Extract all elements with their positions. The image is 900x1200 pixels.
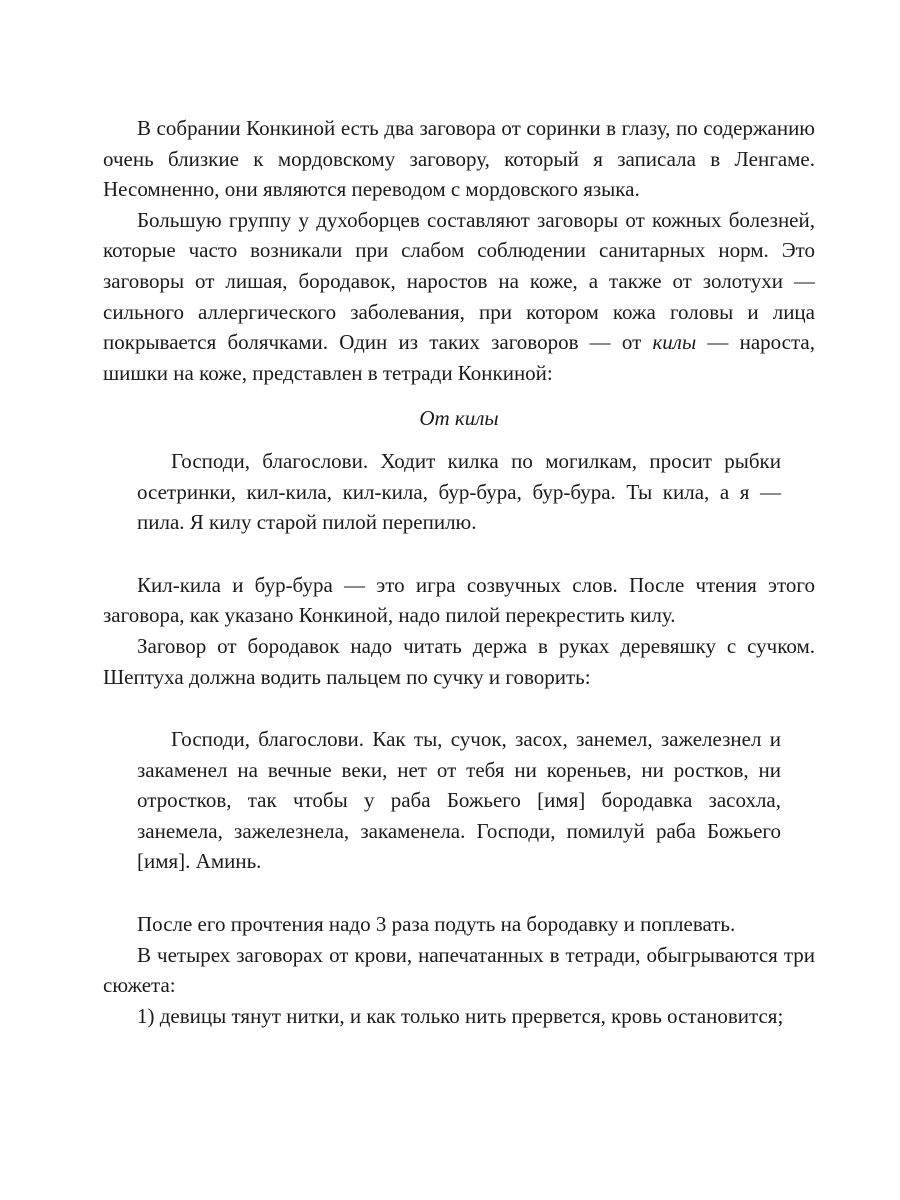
- charm-text-kila: Господи, благослови. Ходит килка по могилкам, просит рыбки осетринки, кил-кила, кил-кила, бур-бура, бур-бура. Ты кила, а я — пила. Я килу старой пилой перепилю.: [137, 448, 781, 535]
- paragraph-blood-charms: В четырех заговорах от крови, напечатанных в тетради, обыгрываются три сюжета:: [103, 942, 815, 998]
- paragraph-sorinka: В собрании Конкиной есть два заговора от соринки в глазу, по содержанию очень близкие к мордовскому заговору, который я записала в Ленгаме. Несомненно, они являются переводом с мордовского языка.: [103, 116, 815, 202]
- list-item: [137, 1001, 815, 1032]
- paragraph-after-reading: После его прочтения надо 3 раза подуть на бородавку и поплевать.: [137, 912, 736, 937]
- paragraph-wordplay: Кил-кила и бур-бура — это игра созвучных слов. После чтения этого заговора, как указано Конкиной, надо пилой перекрестить килу.: [103, 572, 815, 628]
- paragraph-warts-intro: Заговор от бородавок надо читать держа в руках деревяшку с сучком. Шептуха должна водить пальцем по сучку и говорить:: [103, 633, 815, 689]
- document-page: [103, 113, 815, 1031]
- list-item-text: девицы тянут нитки, и как только нить прервется, кровь остановится;: [159, 1003, 784, 1028]
- charm-title-kila: От килы: [419, 406, 499, 431]
- paragraph-skin-diseases-text: Большую группу у духоборцев составляют заговоры от кожных болезней, которые часто возникали при слабом соблюдении санитарных норм. Это заговоры от лишая, бородавок, наростов на коже, а также от золотухи — сильного аллергического заболевания, при котором кожа головы и лица покрывается болячками. Один из таких заговоров — от: [103, 207, 815, 355]
- paragraph-skin-diseases-tail: — нароста, шишки на коже, представлен в тетради Конкиной:: [103, 330, 815, 385]
- plot-list: [103, 1001, 815, 1032]
- list-item-number: 1): [137, 1003, 155, 1028]
- paragraph-skin-diseases: [103, 205, 815, 389]
- charm-text-warts: Господи, благослови. Как ты, сучок, засох, занемел, зажелезнел и закаменел на вечные веки, нет от тебя ни кореньев, ни ростков, ни отростков, так чтобы у раба Божьего [имя] бородавка засохла, занемела, зажелезнела, закаменела. Господи, помилуй раба Божьего [имя]. Аминь.: [137, 727, 781, 874]
- italic-term-kila: килы: [652, 330, 697, 355]
